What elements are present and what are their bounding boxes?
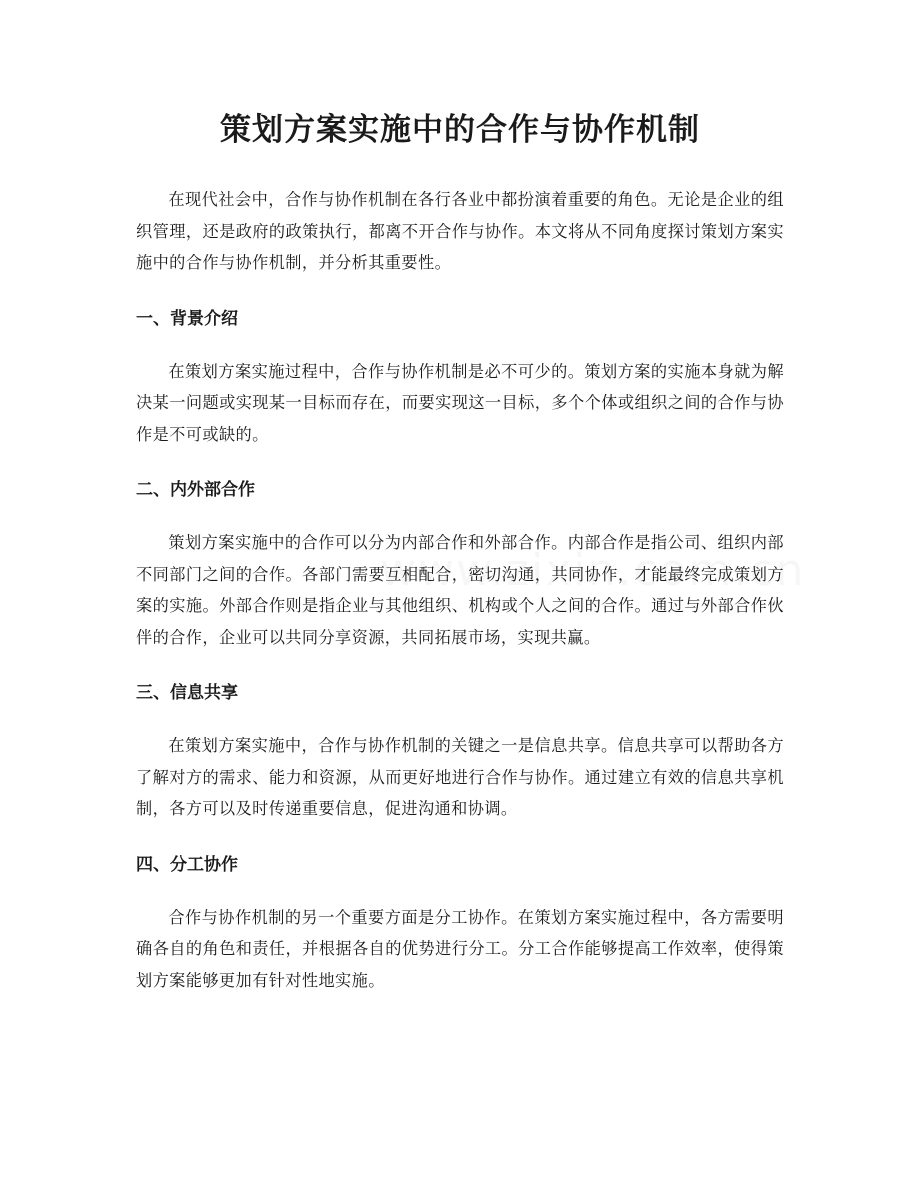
- document-body: [136, 184, 784, 996]
- section-body-division-of-labor: 合作与协作机制的另一个重要方面是分工协作。在策划方案实施过程中，各方需要明确各自的角色和责任，并根据各自的优势进行分工。分工合作能够提高工作效率，使得策划方案能够更加有针对性地实施。: [136, 907, 784, 990]
- section-heading-cooperation: 二、内外部合作: [136, 480, 255, 500]
- intro-paragraph: 在现代社会中，合作与协作机制在各行各业中都扮演着重要的角色。无论是企业的组织管理，还是政府的政策执行，都离不开合作与协作。本文将从不同角度探讨策划方案实施中的合作与协作机制，并分析其重要性。: [136, 190, 784, 272]
- section-heading-background: 一、背景介绍: [136, 308, 238, 329]
- page-title: 策划方案实施中的合作与协作机制: [220, 112, 700, 148]
- section-body-cooperation: 策划方案实施中的合作可以分为内部合作和外部合作。内部合作是指公司、组织内部不同部门之间的合作。各部门需要互相配合，密切沟通，共同协作，才能最终完成策划方案的实施。外部合作则是指企业与其他组织、机构或个人之间的合作。通过与外部合作伙伴的合作，企业可以共同分享资源，共同拓展市场，实现共赢。: [136, 533, 784, 647]
- section-body-info-sharing: 在策划方案实施中，合作与协作机制的关键之一是信息共享。信息共享可以帮助各方了解对方的需求、能力和资源，从而更好地进行合作与协作。通过建立有效的信息共享机制，各方可以及时传递重要信息，促进沟通和协调。: [136, 736, 784, 818]
- section-heading-info-sharing: 三、信息共享: [136, 683, 238, 703]
- section-heading-division-of-labor: 四、分工协作: [136, 854, 238, 875]
- section-body-background: 在策划方案实施过程中，合作与协作机制是必不可少的。策划方案的实施本身就为解决某一问题或实现某一目标而存在，而要实现这一目标，多个个体或组织之间的合作与协作是不可或缺的。: [136, 361, 784, 444]
